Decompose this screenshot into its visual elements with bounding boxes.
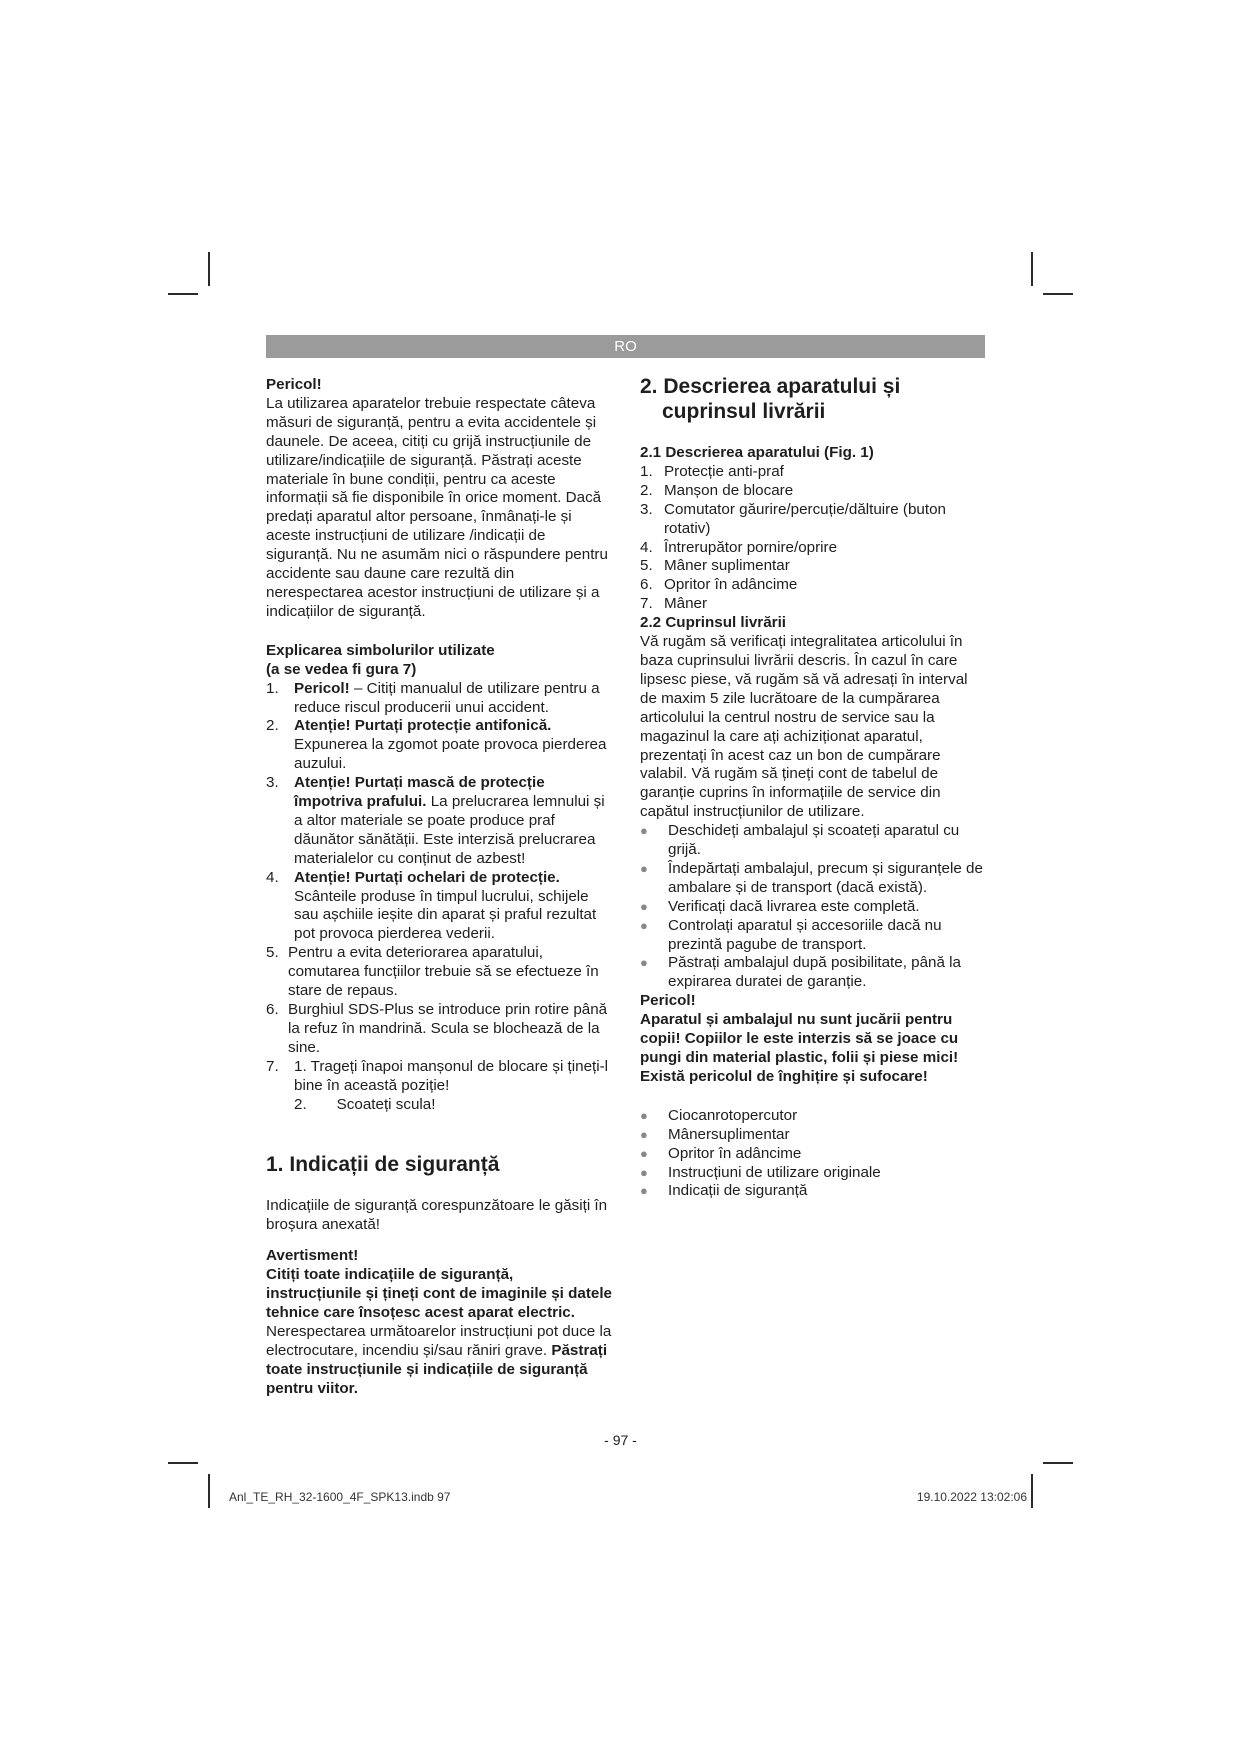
- subsection-2-2-title: 2.2 Cuprinsul livrării: [640, 614, 787, 632]
- list-item: ● Păstrați ambalajul după posibilitate, până la expirarea duratei de garanție.: [640, 954, 961, 991]
- list-item: ● Mânersuplimentar: [640, 1125, 790, 1143]
- list-item: ● Ciocanrotopercutor: [640, 1106, 798, 1124]
- danger-text: La utilizarea aparatelor trebuie respectate câteva măsuri de siguranță, pentru a evita accidentele și daunele. De aceea, citiți cu grijă instrucțiunile de utilizare/indicațiile de siguranță. Păstrați aceste materiale în bune condiții, pentru ca aceste informații să fie disponibile în orice moment. Dacă predați aparatul altor persoane, înmânați-le și aceste instrucțiuni de utilizare /indicații de siguranță. Nu ne asumăm nici o răspundere pentru accidente sau daune care rezultă din nerespectarea acestor instrucțiuni de utilizare și a indicațiilor de siguranță.: [266, 394, 608, 620]
- danger-text-right: Aparatul și ambalajul nu sunt jucării pentru copii! Copiilor le este interzis să se joace cu pungi din material plastic, folii și piese mici! Există pericolul de înghițire și sufocare!: [640, 1011, 959, 1085]
- list-item: 1. Pericol! – Citiți manualul de utilizare pentru a reduce riscul producerii unui accident.: [266, 679, 600, 716]
- contents-list: [640, 1107, 985, 1202]
- bullet-icon: ●: [640, 1107, 648, 1123]
- bullet-icon: ●: [640, 1164, 648, 1180]
- list-item: 2. Manșon de blocare: [640, 481, 794, 499]
- list-item: 4. Atenție! Purtați ochelari de protecție. Scânteile produse în timpul lucrului, schijele sau așchiile ieșite din aparat și praful rezultat pot provoca pierderea vederii.: [266, 868, 597, 943]
- bullet-icon: ●: [640, 1126, 648, 1142]
- bullet-icon: ●: [640, 955, 648, 971]
- symbols-subtitle: (a se vedea fi gura 7): [266, 660, 417, 678]
- crop-mark: [1043, 293, 1073, 295]
- delivery-steps-list: [640, 822, 985, 992]
- bullet-icon: ●: [640, 823, 648, 839]
- list-item: ● Indicații de siguranță: [640, 1182, 808, 1200]
- page-number: - 97 -: [604, 1432, 637, 1448]
- crop-mark: [1031, 1474, 1033, 1508]
- list-item: 3. Comutator găurire/percuție/dăltuire (buton rotativ): [640, 500, 946, 537]
- section-1-heading: 1. Indicații de siguranță: [266, 1153, 500, 1177]
- footer-datetime: 19.10.2022 13:02:06: [916, 1490, 1027, 1504]
- list-item: 1. Protecție anti-praf: [640, 462, 784, 480]
- list-item: 6. Burghiul SDS-Plus se introduce prin rotire până la refuz în mandrină. Scula se blochează de la sine.: [266, 1001, 608, 1056]
- symbols-list: [266, 680, 612, 1115]
- list-item: 2. Scoateți scula!: [294, 1095, 436, 1113]
- list-item: 3. Atenție! Purtați mască de protecție împotriva prafului. La prelucrarea lemnului și a altor materiale se poate produce praf dăunător sănătății. Este interzisă prelucrarea materialelor cu conținut de azbest!: [266, 774, 605, 867]
- list-item: 7. Mâner: [640, 595, 708, 613]
- left-column: [266, 376, 612, 1399]
- warning-text: Citiți toate indicațiile de siguranță, instrucțiunile și țineți cont de imaginile și datele tehnice care însoțesc acest aparat electric. Nerespectarea următoarelor instrucțiuni pot duce la electrocutare, incendiu și/sau răniri grave. Păstrați toate instrucțiunile și indicațiile de siguranță pentru viitor.: [266, 1266, 613, 1397]
- list-item: 6. Opritor în adâncime: [640, 576, 798, 594]
- crop-mark: [208, 252, 210, 286]
- crop-mark: [1043, 1462, 1073, 1464]
- parts-list: [640, 463, 985, 614]
- bullet-icon: ●: [640, 1183, 648, 1199]
- crop-mark: [168, 293, 198, 295]
- list-item: 5. Mâner suplimentar: [640, 557, 790, 575]
- footer-filename: Anl_TE_RH_32-1600_4F_SPK13.indb 97: [229, 1490, 451, 1504]
- bullet-icon: ●: [640, 1145, 648, 1161]
- section-1-intro: Indicațiile de siguranță corespunzătoare le găsiți în broșura anexată!: [266, 1197, 608, 1234]
- subsection-2-1-title: 2.1 Descrierea aparatului (Fig. 1): [640, 444, 874, 461]
- delivery-text: Vă rugăm să verificați integralitatea articolului în baza cuprinsului livrării descris. În cazul în care lipsesc piese, vă rugăm să vă adresați în interval de maxim 5 zile lucrătoare de la cumpărarea articolului la centrul nostru de service sau la magazinul la care ați achiziționat aparatul, prezentați în acest caz un bon de cumpărare valabil. Vă rugăm să țineți cont de tabelul de garanție cuprins în informațiile de service din capătul instrucțiunilor de utilizare.: [640, 633, 968, 821]
- list-item: ● Îndepărtați ambalajul, precum și siguranțele de ambalare și de transport (dacă există).: [640, 859, 983, 896]
- list-item: 7. 1. Trageți înapoi manșonul de blocare și țineți-l bine în această poziție!: [266, 1057, 609, 1094]
- list-item: 2. Atenție! Purtați protecție antifonică. Expunerea la zgomot poate provoca pierderea auzului.: [266, 717, 607, 773]
- list-item: ● Controlați aparatul și accesoriile dacă nu prezintă pagube de transport.: [640, 916, 942, 953]
- list-item: 5. Pentru a evita deteriorarea aparatului, comutarea funcțiilor trebuie să se efectueze în stare de repaus.: [266, 944, 599, 1000]
- danger-title-right: Pericol!: [640, 992, 696, 1010]
- language-code: RO: [614, 338, 637, 355]
- symbols-title: Explicarea simbolurilor utilizate: [266, 641, 495, 659]
- danger-title: Pericol!: [266, 376, 322, 393]
- right-column: [640, 374, 985, 1201]
- crop-mark: [168, 1462, 198, 1464]
- bullet-icon: ●: [640, 898, 648, 914]
- warning-title: Avertisment!: [266, 1247, 359, 1265]
- bullet-icon: ●: [640, 917, 648, 933]
- crop-mark: [1031, 252, 1033, 286]
- language-header-bar: [266, 335, 985, 358]
- section-2-heading: 2. Descrierea aparatului și cuprinsul livrării: [640, 375, 901, 423]
- list-item: ● Deschideți ambalajul și scoateți aparatul cu grijă.: [640, 822, 960, 859]
- list-item: ● Instrucțiuni de utilizare originale: [640, 1163, 881, 1181]
- list-item: ● Opritor în adâncime: [640, 1144, 802, 1162]
- list-item: 4. Întrerupător pornire/oprire: [640, 538, 838, 556]
- list-item: ● Verificați dacă livrarea este completă.: [640, 897, 920, 915]
- crop-mark: [208, 1474, 210, 1508]
- bullet-icon: ●: [640, 860, 648, 876]
